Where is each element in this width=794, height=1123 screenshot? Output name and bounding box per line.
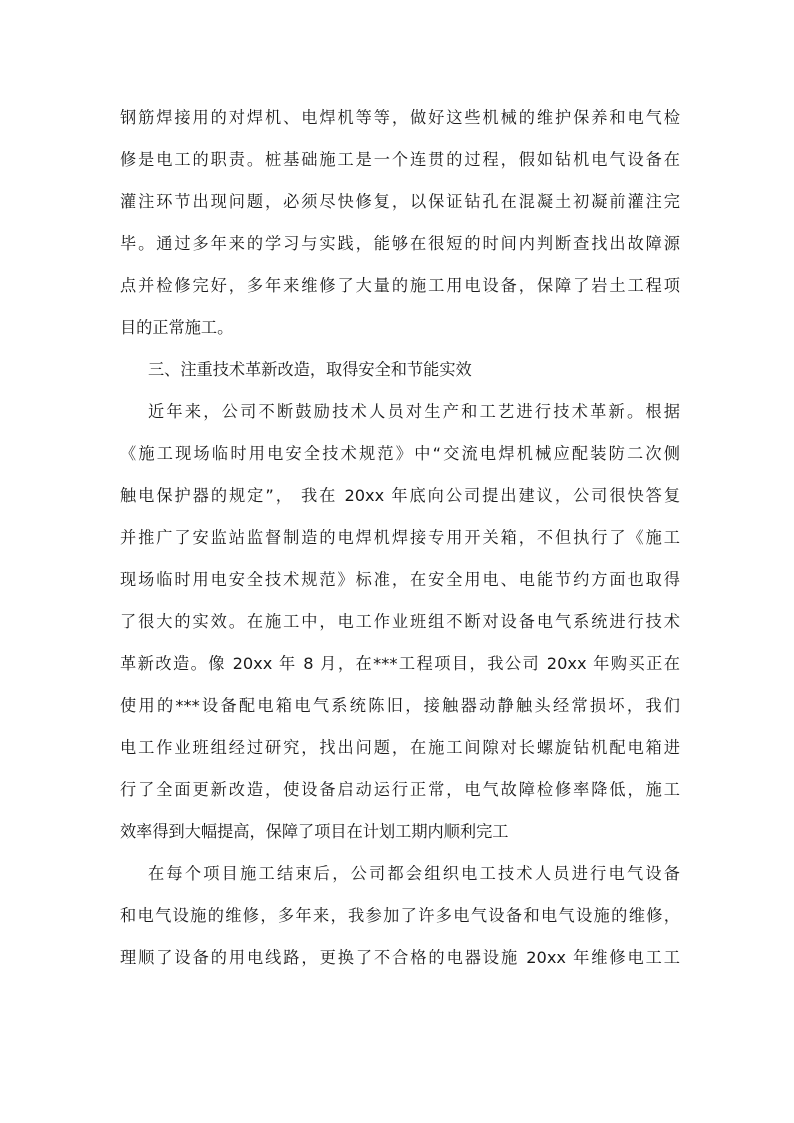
text-line: 现场临时用电安全技术规范》标准，在安全用电、电能节约方面也取得 <box>120 570 680 589</box>
text-line: 触电保护器的规定”， 我在 20xx 年底向公司提出建议，公司很快答复 <box>120 486 680 505</box>
text-line: 革新改造。像 20xx 年 8 月，在***工程项目，我公司 20xx 年购买正在 <box>120 654 680 673</box>
text-line: 行了全面更新改造，使设备启动运行正常，电气故障检修率降低，施工 <box>120 780 680 799</box>
text-line: 并推广了安监站监督制造的电焊机焊接专用开关箱，不但执行了《施工 <box>120 528 680 547</box>
text-line: 近年来，公司不断鼓励技术人员对生产和工艺进行技术革新。根据 <box>148 402 680 421</box>
text-line: 修是电工的职责。桩基础施工是一个连贯的过程，假如钻机电气设备在 <box>120 150 680 169</box>
text-line: 钢筋焊接用的对焊机、电焊机等等，做好这些机械的维护保养和电气检 <box>120 108 680 127</box>
text-line: 毕。通过多年来的学习与实践，能够在很短的时间内判断查找出故障源 <box>120 234 680 253</box>
text-line: 效率得到大幅提高，保障了项目在计划工期内顺利完工 <box>120 822 509 841</box>
section-heading: 三、注重技术革新改造，取得安全和节能实效 <box>148 360 472 379</box>
text-line: 了很大的实效。在施工中，电工作业班组不断对设备电气系统进行技术 <box>120 612 680 631</box>
text-line: 灌注环节出现问题，必须尽快修复，以保证钻孔在混凝土初凝前灌注完 <box>120 192 680 211</box>
text-line: 理顺了设备的用电线路，更换了不合格的电器设施 20xx 年维修电工工 <box>120 948 680 967</box>
text-line: 目的正常施工。 <box>120 318 234 337</box>
text-line: 《施工现场临时用电安全技术规范》中“交流电焊机械应配装防二次侧 <box>120 444 680 463</box>
text-line: 在每个项目施工结束后，公司都会组织电工技术人员进行电气设备 <box>148 864 680 883</box>
text-line: 和电气设施的维修，多年来，我参加了许多电气设备和电气设施的维修， <box>120 906 680 925</box>
text-line: 电工作业班组经过研究，找出问题，在施工间隙对长螺旋钻机配电箱进 <box>120 738 680 757</box>
text-line: 点并检修完好，多年来维修了大量的施工用电设备，保障了岩土工程项 <box>120 276 680 295</box>
text-line: 使用的***设备配电箱电气系统陈旧，接触器动静触头经常损坏，我们 <box>120 696 680 715</box>
